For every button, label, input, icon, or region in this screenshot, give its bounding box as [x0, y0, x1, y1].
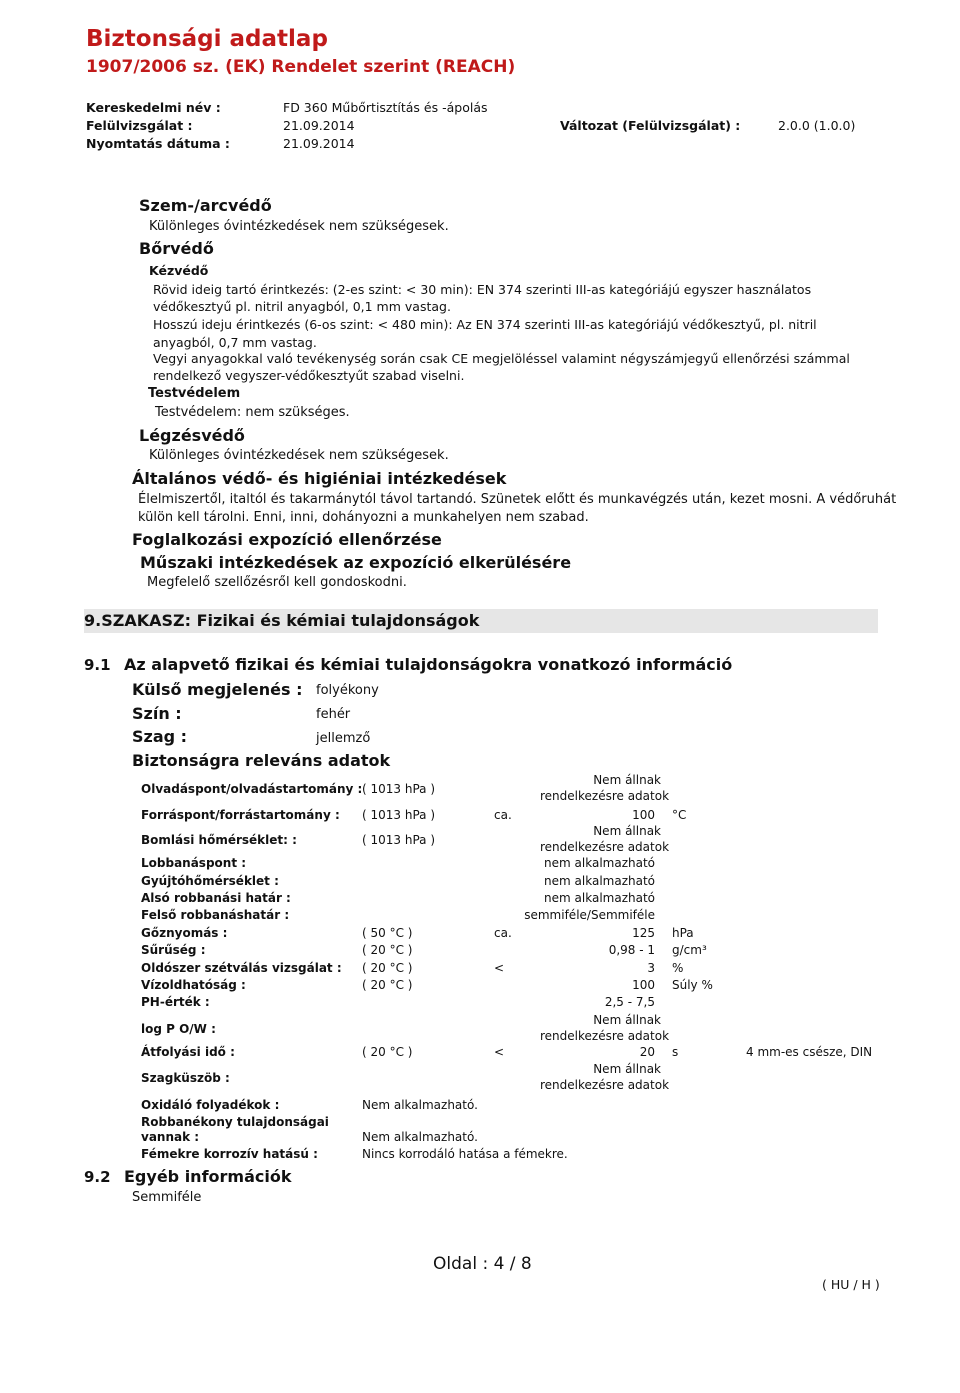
- eye-protection-text: Különleges óvintézkedések nem szükségesek.: [149, 219, 449, 234]
- oxidizing-value: Nem alkalmazható.: [362, 1098, 478, 1112]
- body-protection-title: Testvédelem: [148, 386, 241, 401]
- property-label: Vízoldhatóság :: [141, 978, 246, 992]
- property-label: Gőznyomás :: [141, 926, 228, 940]
- corrosive-label: Fémekre korrozív hatású :: [141, 1147, 318, 1161]
- hand-protection-line: Hosszú ideju érintkezés (6-os szint: < 480 min): Az EN 374 szerinti III-as kategóriájú védőkesztyű, pl. nitril: [153, 317, 817, 332]
- property-condition: ( 50 °C ): [362, 926, 413, 940]
- eye-protection-title: Szem-/arcvédő: [139, 196, 272, 215]
- subsection-9-1-title: Az alapvető fizikai és kémiai tulajdonságokra vonatkozó információ: [124, 655, 733, 674]
- explosive-label: vannak :: [141, 1130, 200, 1144]
- hand-protection-line: Rövid ideig tartó érintkezés: (2-es szint: < 30 min): EN 374 szerinti III-as kategóriájú egyszer használatos: [153, 282, 812, 297]
- odor-value: jellemző: [316, 731, 371, 746]
- property-value: 2,5 - 7,5: [604, 995, 655, 1009]
- property-unit: °C: [672, 808, 687, 822]
- property-label: Lobbanáspont :: [141, 856, 247, 870]
- language-code: ( HU / H ): [822, 1277, 880, 1292]
- other-info-text: Semmiféle: [132, 1190, 202, 1205]
- property-unit: s: [672, 1045, 679, 1059]
- property-condition: ( 1013 hPa ): [362, 782, 436, 796]
- property-condition: ( 20 °C ): [362, 1045, 413, 1059]
- section-9-title: 9.SZAKASZ: Fizikai és kémiai tulajdonságok: [84, 611, 480, 630]
- revision-label: Felülvizsgálat :: [86, 118, 193, 133]
- hand-protection-line: anyagból, 0,7 mm vastag.: [153, 335, 317, 350]
- document-title: Biztonsági adatlap: [86, 26, 328, 52]
- print-date-label: Nyomtatás dátuma :: [86, 136, 230, 151]
- appearance-label: Külső megjelenés :: [132, 680, 303, 699]
- property-operator: ca.: [494, 926, 512, 940]
- property-label: Átfolyási idő :: [141, 1045, 235, 1059]
- property-value: nem alkalmazható: [544, 874, 655, 888]
- hand-protection-line: védőkesztyű pl. nitril anyagból, 0,1 mm vastag.: [153, 299, 451, 314]
- property-unit: hPa: [672, 926, 694, 940]
- page-number: Oldal : 4 / 8: [433, 1254, 532, 1274]
- engineering-measures-title: Műszaki intézkedések az expozíció elkerülésére: [140, 553, 572, 572]
- property-condition: ( 20 °C ): [362, 961, 413, 975]
- property-label: Olvadáspont/olvadástartomány :: [141, 782, 363, 796]
- subsection-9-2-number: 9.2: [84, 1168, 111, 1186]
- color-value: fehér: [316, 707, 351, 722]
- property-label: Alsó robbanási határ :: [141, 891, 291, 905]
- section-9-header: [84, 609, 878, 633]
- property-label: log P O/W :: [141, 1022, 216, 1036]
- skin-protection-title: Bőrvédő: [139, 239, 214, 258]
- property-value: 0,98 - 1: [608, 943, 655, 957]
- property-note: 4 mm-es csésze, DIN: [746, 1045, 873, 1059]
- property-unit: %: [672, 961, 684, 975]
- engineering-measures-text: Megfelelő szellőzésről kell gondoskodni.: [147, 575, 407, 590]
- property-operator: <: [494, 1045, 505, 1059]
- body-protection-text: Testvédelem: nem szükséges.: [155, 405, 350, 420]
- version-label: Változat (Felülvizsgálat) :: [560, 118, 741, 133]
- trade-name-label: Kereskedelmi név :: [86, 100, 221, 115]
- corrosive-value: Nincs korrodáló hatása a fémekre.: [362, 1147, 568, 1161]
- revision-date: 21.09.2014: [283, 118, 355, 133]
- property-unit: Súly %: [672, 978, 713, 992]
- property-value: Nem állnak: [593, 1062, 661, 1076]
- property-value: semmiféle/Semmiféle: [524, 908, 655, 922]
- odor-label: Szag :: [132, 727, 188, 746]
- exposure-control-title: Foglalkozási expozíció ellenőrzése: [132, 530, 442, 549]
- hygiene-title: Általános védő- és higiéniai intézkedések: [132, 469, 507, 488]
- version-value: 2.0.0 (1.0.0): [778, 118, 856, 133]
- property-operator: ca.: [494, 808, 512, 822]
- property-condition: ( 20 °C ): [362, 978, 413, 992]
- color-label: Szín :: [132, 704, 182, 723]
- property-value: rendelkezésre adatok: [540, 789, 670, 803]
- subsection-9-2-title: Egyéb információk: [124, 1167, 292, 1186]
- property-value: 100: [632, 978, 655, 992]
- explosive-value: Nem alkalmazható.: [362, 1130, 478, 1144]
- property-label: PH-érték :: [141, 995, 210, 1009]
- subsection-9-1-number: 9.1: [84, 656, 111, 674]
- property-unit: g/cm³: [672, 943, 707, 957]
- property-value: nem alkalmazható: [544, 856, 655, 870]
- hand-protection-line: Vegyi anyagokkal való tevékenység során csak CE megjelöléssel valamint négyszámjegyű ellenőrzési számmal: [153, 351, 850, 366]
- regulation-subtitle: 1907/2006 sz. (EK) Rendelet szerint (REACH): [86, 57, 516, 77]
- property-value: rendelkezésre adatok: [540, 1029, 670, 1043]
- property-label: Szagküszöb :: [141, 1071, 230, 1085]
- property-condition: ( 1013 hPa ): [362, 833, 436, 847]
- property-operator: <: [494, 961, 505, 975]
- safety-data-title: Biztonságra releváns adatok: [132, 751, 391, 770]
- property-value: rendelkezésre adatok: [540, 840, 670, 854]
- hand-protection-title: Kézvédő: [149, 263, 209, 278]
- appearance-value: folyékony: [316, 683, 379, 698]
- property-value: rendelkezésre adatok: [540, 1078, 670, 1092]
- property-value: 100: [632, 808, 655, 822]
- explosive-label: Robbanékony tulajdonságai: [141, 1115, 329, 1129]
- property-value: 125: [632, 926, 655, 940]
- hygiene-text-line: Élelmiszertől, italtól és takarmánytól távol tartandó. Szünetek előtt és munkavégzés után, kezet mosni. A védőruhát: [138, 492, 897, 507]
- property-label: Bomlási hőmérséklet: :: [141, 833, 297, 847]
- property-label: Oldószer szétválás vizsgálat :: [141, 961, 342, 975]
- trade-name-value: FD 360 Műbőrtisztítás és -ápolás: [283, 100, 488, 115]
- property-value: Nem állnak: [593, 1013, 661, 1027]
- hand-protection-line: rendelkező vegyszer-védőkesztyűt szabad viselni.: [153, 368, 465, 383]
- property-value: 3: [647, 961, 655, 975]
- property-label: Gyújtóhőmérséklet :: [141, 874, 279, 888]
- property-value: Nem állnak: [593, 773, 661, 787]
- property-value: 20: [639, 1045, 655, 1059]
- print-date-value: 21.09.2014: [283, 136, 355, 151]
- property-value: Nem állnak: [593, 824, 661, 838]
- oxidizing-label: Oxidáló folyadékok :: [141, 1098, 280, 1112]
- respiratory-protection-text: Különleges óvintézkedések nem szükségesek.: [149, 448, 449, 463]
- property-condition: ( 20 °C ): [362, 943, 413, 957]
- property-label: Forráspont/forrástartomány :: [141, 808, 340, 822]
- respiratory-protection-title: Légzésvédő: [139, 426, 245, 445]
- property-label: Sűrűség :: [141, 943, 206, 957]
- property-value: nem alkalmazható: [544, 891, 655, 905]
- property-label: Felső robbanáshatár :: [141, 908, 290, 922]
- hygiene-text-line: külön kell tárolni. Enni, inni, dohányozni a munkahelyen nem szabad.: [138, 510, 589, 525]
- property-condition: ( 1013 hPa ): [362, 808, 436, 822]
